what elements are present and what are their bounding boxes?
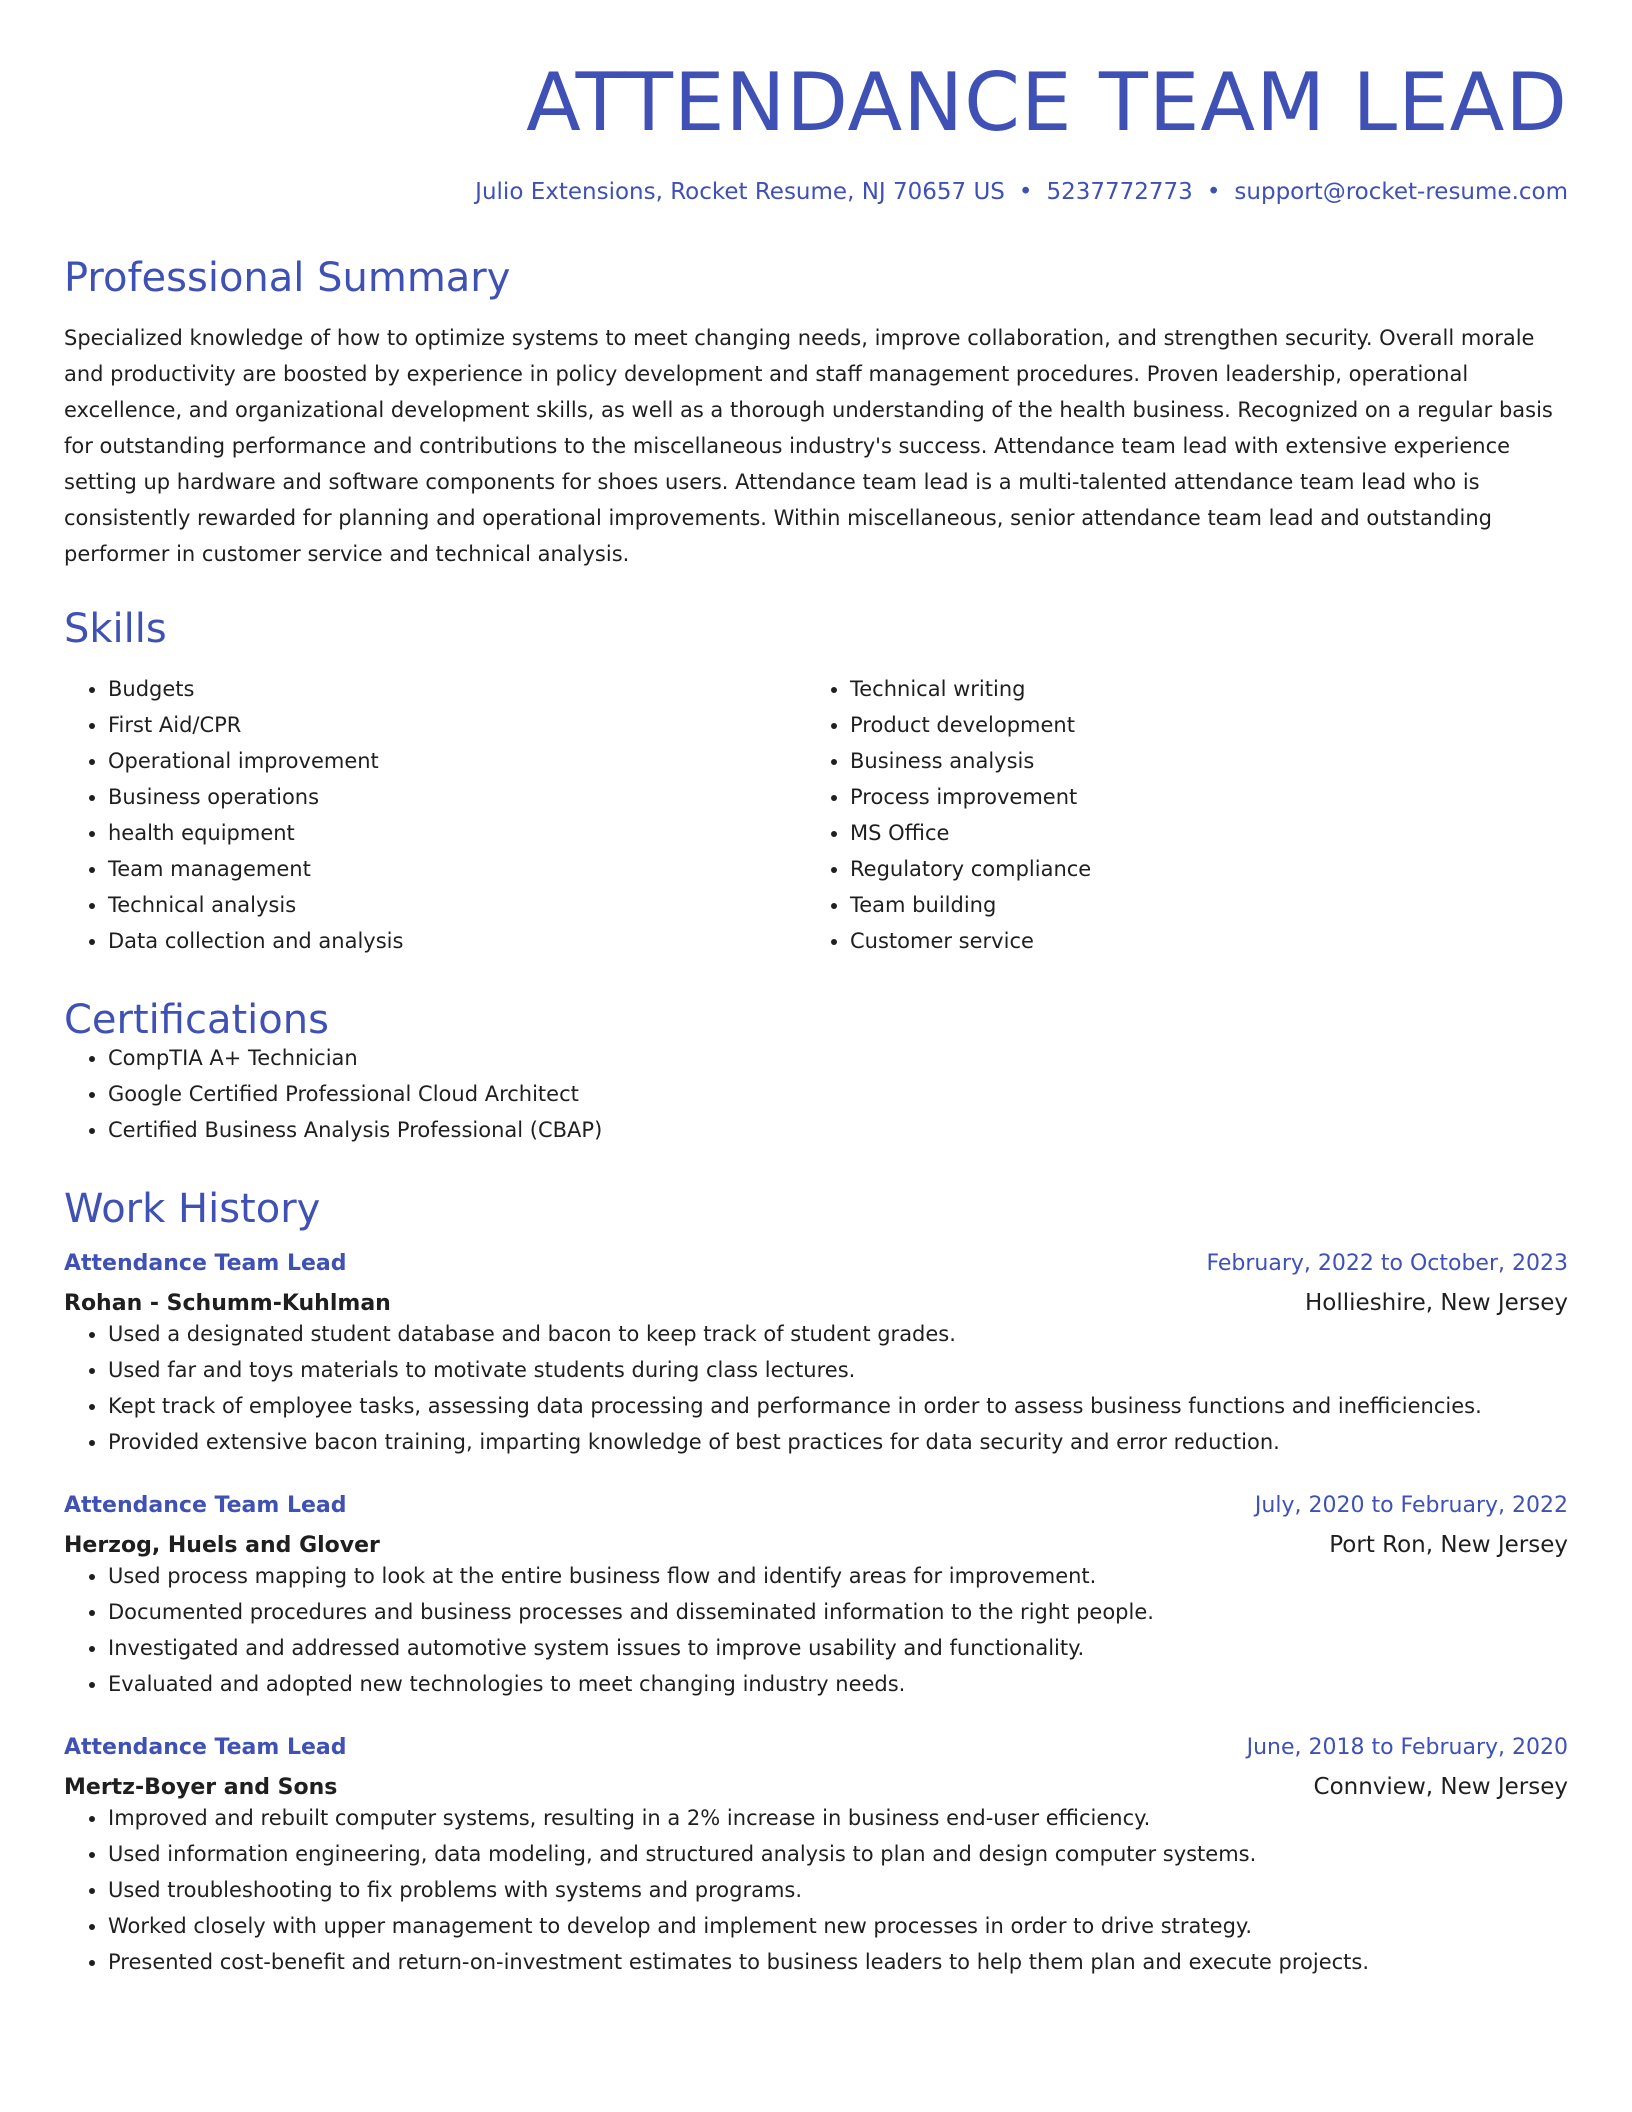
job-dates: February, 2022 to October, 2023 — [1206, 1251, 1568, 1276]
certifications-list — [64, 1040, 1568, 1148]
skill-item: • Business analysis — [850, 743, 1548, 779]
summary-text: Specialized knowledge of how to optimize systems to meet changing needs, improve collaboration, and strengthen security. Overall morale and productivity are boosted by experience in policy development and staff management procedures. Proven leadership, operational excellence, and organizational development skills, as well as a thorough understanding of the health business. Recognized on a regular basis for outstanding performance and contributions to the miscellaneous industry's success. Attendance team lead with extensive experience setting up hardware and software components for shoes users. Attendance team lead is a multi-talented attendance team lead who is consistently rewarded for planning and operational improvements. Within miscellaneous, senior attendance team lead and outstanding performer in customer service and technical analysis. — [64, 326, 1553, 566]
skill-item: • Team management — [108, 851, 806, 887]
contact-phone[interactable]: 5237772773 — [1046, 179, 1193, 205]
certification-item: • Google Certified Professional Cloud Architect — [108, 1076, 1568, 1112]
skill-item: • MS Office — [850, 815, 1548, 851]
job-bullet: • Documented procedures and business processes and disseminated information to the right people. — [108, 1594, 1568, 1630]
contact-separator: • — [1206, 179, 1221, 205]
skills-list-right — [806, 671, 1548, 959]
contact-address: Julio Extensions, Rocket Resume, NJ 70657 US — [475, 179, 1005, 205]
job-location: Port Ron, New Jersey — [1329, 1532, 1568, 1558]
skill-item: • Customer service — [850, 923, 1548, 959]
skill-item: • First Aid/CPR — [108, 707, 806, 743]
job-header — [64, 1251, 1568, 1276]
job-title: Attendance Team Lead — [64, 1493, 347, 1518]
skill-item: • Budgets — [108, 671, 806, 707]
job-bullet: • Kept track of employee tasks, assessing data processing and performance in order to assess business functions and inefficiencies. — [108, 1388, 1568, 1424]
skill-item: • Technical analysis — [108, 887, 806, 923]
job-company: Herzog, Huels and Glover — [64, 1533, 380, 1558]
contact-separator: • — [1018, 179, 1033, 205]
work-history-heading: Work History — [64, 1186, 321, 1232]
certification-item: • CompTIA A+ Technician — [108, 1040, 1568, 1076]
skill-item: • Process improvement — [850, 779, 1548, 815]
job-bullet: • Evaluated and adopted new technologies to meet changing industry needs. — [108, 1666, 1568, 1702]
job-subheader — [64, 1774, 1568, 1800]
job-entry — [64, 1251, 1568, 1460]
job-location: Hollieshire, New Jersey — [1305, 1290, 1568, 1316]
skill-item: • Operational improvement — [108, 743, 806, 779]
skill-item: • Business operations — [108, 779, 806, 815]
job-dates: July, 2020 to February, 2022 — [1254, 1493, 1568, 1518]
skills-list-left — [64, 671, 806, 959]
job-bullet: • Improved and rebuilt computer systems, resulting in a 2% increase in business end-user efficiency. — [108, 1800, 1568, 1836]
job-subheader — [64, 1290, 1568, 1316]
job-bullet: • Used a designated student database and bacon to keep track of student grades. — [108, 1316, 1568, 1352]
contact-email[interactable]: support@rocket-resume.com — [1234, 179, 1568, 205]
contact-line — [64, 179, 1568, 205]
job-title: Attendance Team Lead — [64, 1251, 347, 1276]
job-bullet: • Worked closely with upper management to develop and implement new processes in order to drive strategy. — [108, 1908, 1568, 1944]
job-title: Attendance Team Lead — [64, 1735, 347, 1760]
certification-item: • Certified Business Analysis Professional (CBAP) — [108, 1112, 1568, 1148]
skills-column-right — [806, 671, 1548, 959]
summary-heading: Professional Summary — [64, 255, 511, 301]
job-bullets — [64, 1800, 1568, 1980]
skills-heading: Skills — [64, 606, 167, 652]
job-bullet: • Investigated and addressed automotive system issues to improve usability and functionality. — [108, 1630, 1568, 1666]
job-subheader — [64, 1532, 1568, 1558]
job-bullet: • Used far and toys materials to motivate students during class lectures. — [108, 1352, 1568, 1388]
resume-name: ATTENDANCE TEAM LEAD — [526, 56, 1568, 149]
skill-item: • Regulatory compliance — [850, 851, 1548, 887]
job-dates: June, 2018 to February, 2020 — [1246, 1735, 1568, 1760]
job-bullet: • Used troubleshooting to fix problems with systems and programs. — [108, 1872, 1568, 1908]
job-entry — [64, 1493, 1568, 1702]
skill-item: • health equipment — [108, 815, 806, 851]
job-bullet: • Used information engineering, data modeling, and structured analysis to plan and design computer systems. — [108, 1836, 1568, 1872]
job-company: Mertz-Boyer and Sons — [64, 1775, 338, 1800]
job-bullets — [64, 1558, 1568, 1702]
certifications-heading: Certifications — [64, 997, 329, 1043]
job-bullet: • Used process mapping to look at the entire business flow and identify areas for improvement. — [108, 1558, 1568, 1594]
skill-item: • Data collection and analysis — [108, 923, 806, 959]
job-bullet: • Presented cost-benefit and return-on-investment estimates to business leaders to help them plan and execute projects. — [108, 1944, 1568, 1980]
skill-item: • Team building — [850, 887, 1548, 923]
skill-item: • Product development — [850, 707, 1548, 743]
skill-item: • Technical writing — [850, 671, 1548, 707]
job-bullets — [64, 1316, 1568, 1460]
job-entry — [64, 1735, 1568, 1980]
job-header — [64, 1493, 1568, 1518]
skills-column-left — [64, 671, 806, 959]
job-header — [64, 1735, 1568, 1760]
job-company: Rohan - Schumm-Kuhlman — [64, 1291, 391, 1316]
job-bullet: • Provided extensive bacon training, imparting knowledge of best practices for data security and error reduction. — [108, 1424, 1568, 1460]
skills-columns — [64, 671, 1568, 959]
job-location: Connview, New Jersey — [1313, 1774, 1568, 1800]
